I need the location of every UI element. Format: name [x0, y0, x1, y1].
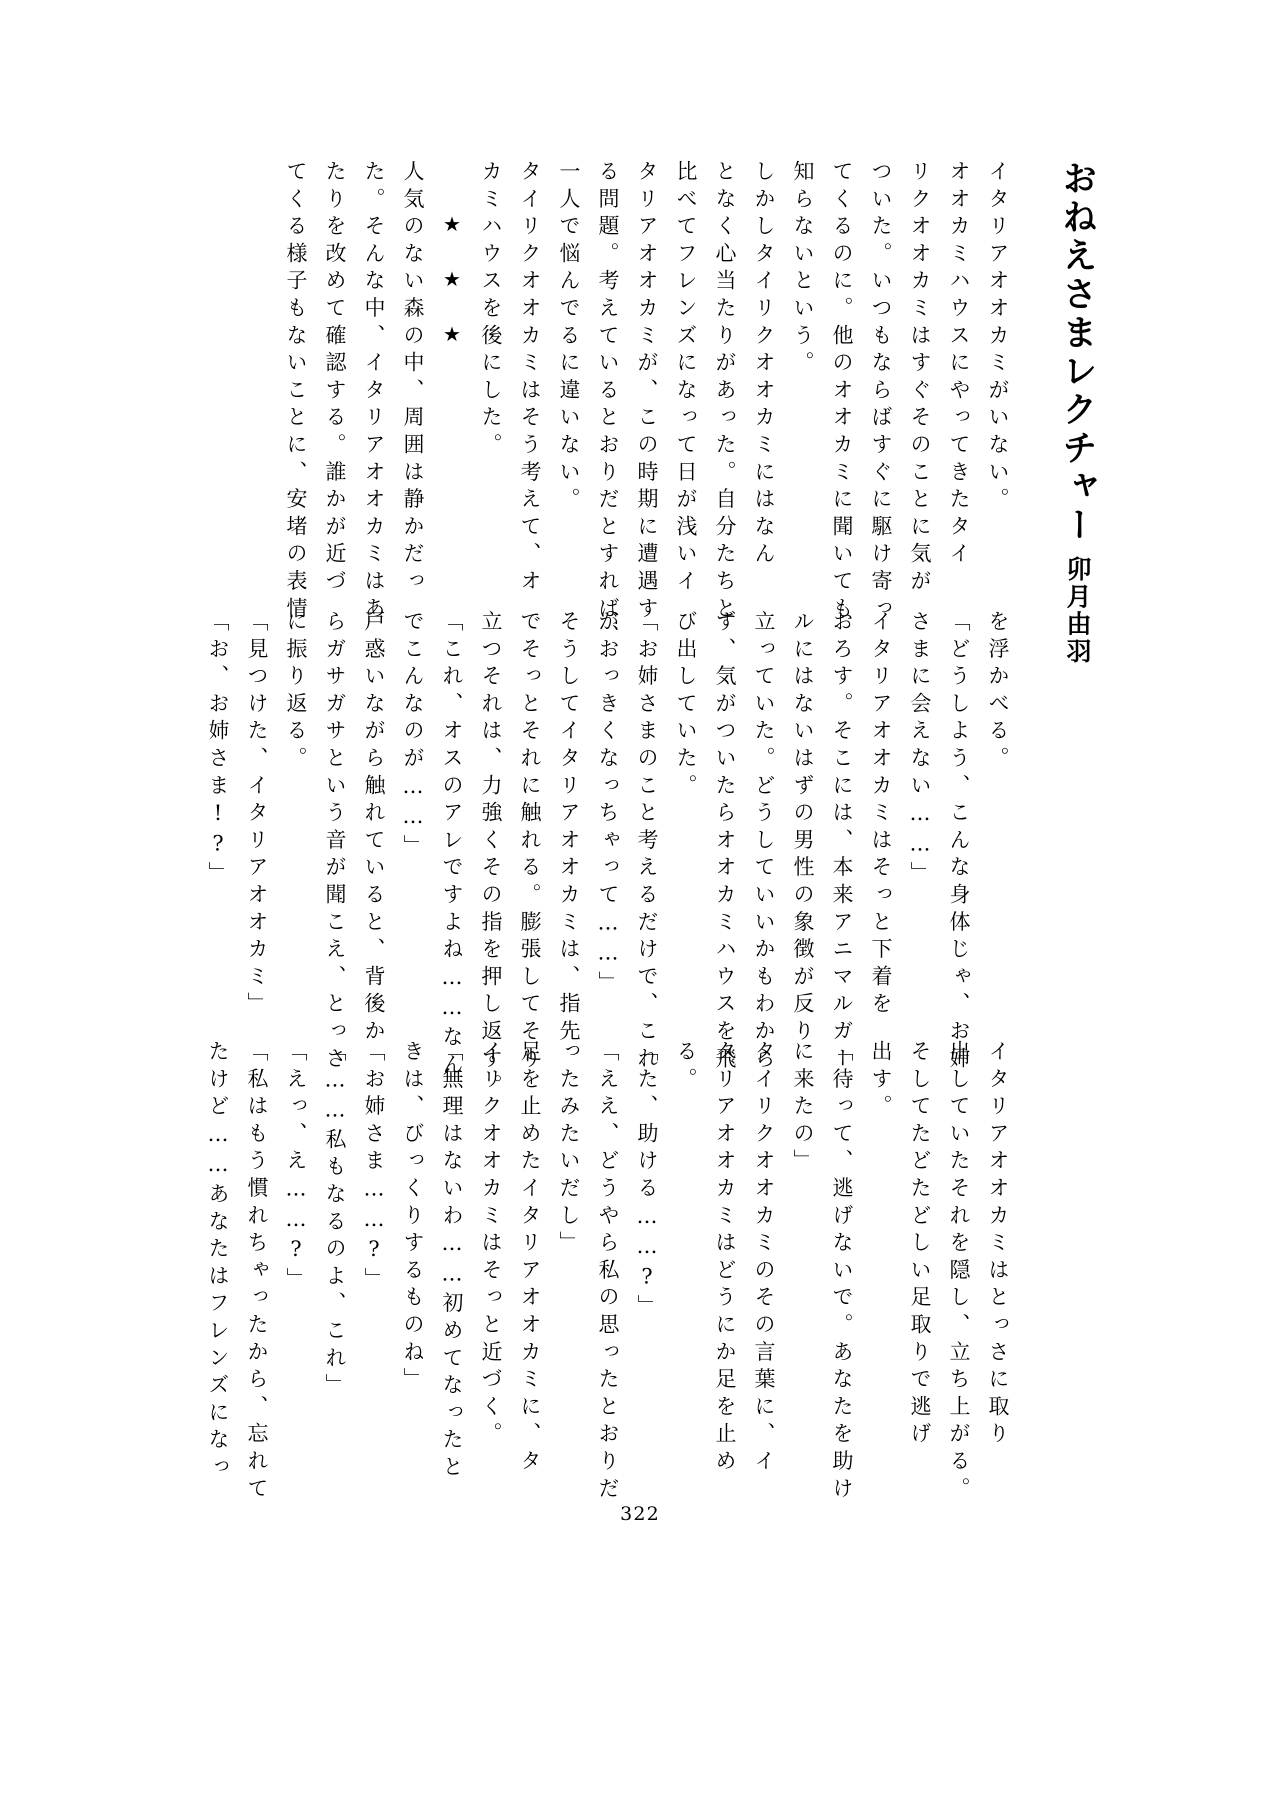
- text-column: 「待って、逃げないで。あなたを助け: [830, 1040, 854, 1505]
- text-column: た。そんな中、イタリアオオカミはあ: [362, 160, 386, 625]
- text-column: イタリアオオカミがいない。: [986, 160, 1010, 515]
- text-column: きは、びっくりするものね」: [401, 1040, 425, 1395]
- text-band-bottom: [189, 1040, 1010, 1505]
- text-column: 人気のない森の中、周囲は静かだっ: [401, 160, 425, 597]
- text-column: リクオオカミはすぐそのことに気が: [908, 160, 932, 597]
- section-separator-stars: ★★★: [440, 212, 464, 377]
- text-column: らガサガサという音が聞こえ、とっさ: [323, 610, 347, 1075]
- text-column: び出していた。: [674, 610, 698, 802]
- text-column: タイリクオオカミはそう考えて、オ: [518, 160, 542, 597]
- story-title: おねえさまレクチャー: [1057, 160, 1098, 545]
- text-column: 立っていた。どうしていいかもわから: [752, 610, 776, 1075]
- text-column: 出していたそれを隠し、立ち上がる。: [947, 1040, 971, 1505]
- text-column: ず、気がついたらオオカミハウスを飛: [713, 610, 737, 1075]
- text-column: でこんなのが……」: [401, 610, 425, 862]
- text-column: る。: [674, 1040, 698, 1095]
- text-column: 「私はもう慣れちゃったから、忘れて: [245, 1040, 269, 1505]
- text-column: タリアオオカミが、この時期に遭遇す: [635, 160, 659, 625]
- text-column: そうしてイタリアオオカミは、指先: [557, 610, 581, 1047]
- text-column: たりを改めて確認する。誰かが近づ: [323, 160, 347, 597]
- text-column: おろす。そこには、本来アニマルガー: [830, 610, 854, 1075]
- text-column: 知らないという。: [791, 160, 815, 379]
- page-number: 322: [620, 1503, 660, 1525]
- text-column: に振り返る。: [284, 610, 308, 774]
- text-column: に来たの」: [791, 1040, 815, 1177]
- text-column: 一人で悩んでるに違いない。: [557, 160, 581, 515]
- text-column: でそっとそれに触れる。膨張してそり: [518, 610, 542, 1075]
- text-column: 「お姉さまのこと考えるだけで、これ: [635, 610, 659, 1075]
- text-column: を浮かべる。: [986, 610, 1010, 774]
- text-column: ルにはないはずの男性の象徴が反り: [791, 610, 815, 1047]
- text-column: 「お、お姉さま!?」: [206, 610, 230, 889]
- text-column: カミハウスを後にした。: [479, 160, 503, 461]
- text-column: 「た、助ける……?」: [635, 1040, 659, 1322]
- text-column: オオカミハウスにやってきたタイ: [947, 160, 971, 570]
- text-column: ついた。いつもならばすぐに駆け寄っ: [869, 160, 893, 625]
- text-column: 立つそれは、力強くその指を押し返す。: [479, 610, 503, 1102]
- text-column: ったみたいだし」: [557, 1040, 581, 1259]
- text-column: 「これ、オスのアレですよね……なん: [440, 610, 464, 1081]
- text-column: 比べてフレンズになって日が浅いイ: [674, 160, 698, 597]
- text-column: 「見つけた、イタリアオオカミ」: [245, 610, 269, 1020]
- text-column: 「ええ、どうやら私の思ったとおりだ: [596, 1040, 620, 1505]
- text-column: イタリアオオカミはとっさに取り: [986, 1040, 1010, 1450]
- text-column: る問題。考えているとおりだとすれば、: [596, 160, 620, 652]
- text-column: タイリクオオカミのその言葉に、イ: [752, 1040, 776, 1477]
- text-column: 「どうしよう、こんな身体じゃ、お姉: [947, 610, 971, 1075]
- text-column: 戸惑いながら触れていると、背後か: [362, 610, 386, 1047]
- text-column: そしてたどたどしい足取りで逃げ: [908, 1040, 932, 1450]
- text-column: イリクオオカミはそっと近づく。: [479, 1040, 503, 1450]
- text-column: さまに会えない……」: [908, 610, 932, 889]
- text-column: がおっきくなっちゃって……」: [596, 610, 620, 999]
- text-column: 「無理はないわ……初めてなったと: [440, 1040, 464, 1483]
- text-column: イタリアオオカミはそっと下着を: [869, 610, 893, 1020]
- text-column: てくるのに。他のオオカミに聞いても: [830, 160, 854, 625]
- text-column: 出す。: [869, 1040, 893, 1122]
- text-column: 足を止めたイタリアオオカミに、タ: [518, 1040, 542, 1477]
- text-column: てくる様子もないことに、安堵の表情: [284, 160, 308, 625]
- text-column: 「……私もなるのよ、これ」: [323, 1040, 347, 1401]
- text-column: となく心当たりがあった。自分たちと: [713, 160, 737, 625]
- text-column: 「お姉さま……?」: [362, 1040, 386, 1295]
- text-column: 「えっ、え……?」: [284, 1040, 308, 1295]
- text-band-top: [267, 160, 1010, 652]
- author-name: 卯月由羽: [1063, 556, 1092, 665]
- text-column: たけど……あなたはフレンズになっ: [206, 1040, 230, 1483]
- text-column: しかしタイリクオオカミにはなん: [752, 160, 776, 570]
- text-column: タリアオオカミはどうにか足を止め: [713, 1040, 737, 1477]
